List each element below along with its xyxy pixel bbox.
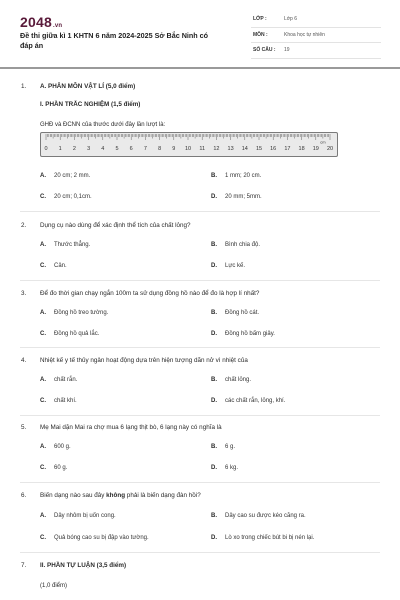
option-text[interactable]: Đồng hồ bấm giây. bbox=[225, 331, 275, 337]
option-text[interactable]: Dây nhôm bị uốn cong. bbox=[54, 513, 116, 519]
question-text: Để đo thời gian chạy ngắn 100m ta sử dụng đồng hồ nào để đo là hợp lí nhất? bbox=[40, 290, 260, 297]
option-text[interactable]: 20 cm; 2 mm. bbox=[54, 173, 91, 179]
header-divider bbox=[0, 67, 400, 69]
ruler-label: 12 bbox=[213, 146, 220, 152]
option-text[interactable]: Đồng hồ cát. bbox=[225, 310, 260, 316]
option-text[interactable]: Lực kế. bbox=[225, 263, 246, 269]
option-letter: B. bbox=[211, 377, 217, 383]
option-text[interactable]: Đồng hồ treo tường. bbox=[54, 310, 109, 316]
option-letter: B. bbox=[211, 173, 217, 179]
option-letter: D. bbox=[211, 194, 217, 200]
logo-suffix: .vn bbox=[52, 23, 63, 29]
option-letter: D. bbox=[211, 465, 217, 471]
meta-value: Lớp 6 bbox=[284, 16, 298, 22]
question-divider bbox=[20, 482, 380, 483]
ruler-label: 16 bbox=[270, 146, 277, 152]
question-text bbox=[40, 492, 201, 500]
meta-row-subject bbox=[251, 28, 381, 44]
option-letter: C. bbox=[40, 194, 46, 200]
option-text[interactable]: chất lỏng. bbox=[225, 377, 252, 383]
logo-text: 2048 bbox=[20, 14, 52, 30]
question-divider bbox=[20, 211, 380, 212]
ruler-label: 18 bbox=[298, 146, 305, 152]
question-text: Nhiệt kế y tế thủy ngân hoạt động dựa trên hiện tượng dãn nở vì nhiệt của bbox=[40, 357, 248, 364]
question-text: GHĐ và ĐCNN của thước dưới đây lần lượt là: bbox=[40, 122, 166, 128]
ruler-image bbox=[40, 132, 338, 157]
question-text-emphasis: không bbox=[106, 492, 126, 499]
ruler-label: 14 bbox=[241, 146, 248, 152]
ruler-label: 3 bbox=[87, 146, 91, 152]
meta-value: 19 bbox=[284, 47, 290, 53]
meta-label: LỚP : bbox=[253, 16, 267, 22]
option-letter: C. bbox=[40, 465, 46, 471]
ruler-label: 19 bbox=[312, 146, 319, 152]
question-text: Dụng cụ nào dùng để xác định thể tích của chất lỏng? bbox=[40, 222, 191, 229]
ruler-label: 1 bbox=[58, 146, 62, 152]
ruler-label: 17 bbox=[284, 146, 291, 152]
ruler-label: 6 bbox=[129, 146, 133, 152]
meta-row-count bbox=[251, 43, 381, 59]
ruler-label: 7 bbox=[143, 146, 147, 152]
meta-row-class bbox=[251, 12, 381, 28]
question-number: 2. bbox=[21, 222, 27, 229]
question-number: 3. bbox=[21, 290, 27, 297]
ruler-label: 4 bbox=[101, 146, 105, 152]
option-text[interactable]: Bình chia độ. bbox=[225, 242, 261, 248]
question-number: 1. bbox=[21, 83, 27, 90]
ruler-unit: cm bbox=[320, 139, 326, 145]
ruler-label: 2 bbox=[72, 146, 76, 152]
option-letter: A. bbox=[40, 242, 46, 248]
ruler-label: 20 bbox=[326, 146, 334, 152]
question-text: Mẹ Mai dặn Mai ra chợ mua 6 lạng thịt bò, 6 lạng này có nghĩa là bbox=[40, 424, 222, 431]
question-number: 7. bbox=[21, 562, 27, 569]
ruler-label: 10 bbox=[184, 146, 192, 152]
option-text[interactable]: 6 g. bbox=[225, 444, 236, 450]
option-text[interactable]: các chất rắn, lỏng, khí. bbox=[225, 398, 286, 404]
page-header bbox=[0, 0, 400, 66]
option-text[interactable]: Lò xo trong chiếc bút bi bị nén lại. bbox=[225, 535, 315, 541]
option-text[interactable]: 20 mm; 5mm. bbox=[225, 194, 262, 200]
option-text[interactable]: chất khí. bbox=[54, 398, 77, 404]
option-text[interactable]: Quả bóng cao su bị đập vào tường. bbox=[54, 535, 149, 541]
option-letter: D. bbox=[211, 398, 217, 404]
question-number: 5. bbox=[21, 424, 27, 431]
option-letter: A. bbox=[40, 377, 46, 383]
option-letter: B. bbox=[211, 444, 217, 450]
option-text[interactable]: 600 g. bbox=[54, 444, 71, 450]
ruler-label: 15 bbox=[255, 146, 263, 152]
option-text[interactable]: Đồng hồ quả lắc. bbox=[54, 331, 100, 337]
option-text[interactable]: chất rắn. bbox=[54, 377, 78, 383]
question-number: 6. bbox=[21, 492, 27, 499]
option-letter: D. bbox=[211, 535, 217, 541]
option-letter: C. bbox=[40, 535, 46, 541]
question-divider bbox=[20, 347, 380, 348]
question-divider bbox=[20, 280, 380, 281]
section-title: II. PHẦN TỰ LUẬN (3,5 điểm) bbox=[40, 562, 127, 569]
option-text[interactable]: Thước thẳng. bbox=[54, 242, 91, 248]
site-logo[interactable] bbox=[20, 14, 62, 30]
option-letter: B. bbox=[211, 310, 217, 316]
meta-value: Khoa học tự nhiên bbox=[284, 31, 325, 38]
ruler-label: 0 bbox=[44, 146, 48, 152]
part-title: I. PHẦN TRẮC NGHIỆM (1,5 điểm) bbox=[40, 101, 141, 108]
option-letter: A. bbox=[40, 513, 46, 519]
points-label: (1,0 điểm) bbox=[40, 583, 68, 589]
option-letter: C. bbox=[40, 398, 46, 404]
ruler-label: 13 bbox=[227, 146, 234, 152]
option-letter: B. bbox=[211, 513, 217, 519]
option-letter: C. bbox=[40, 263, 46, 269]
question-divider bbox=[20, 552, 380, 553]
option-text[interactable]: Dây cao su được kéo căng ra. bbox=[225, 513, 306, 519]
option-text[interactable]: 1 mm; 20 cm. bbox=[225, 173, 262, 179]
option-letter: A. bbox=[40, 173, 46, 179]
ruler-scale bbox=[41, 133, 337, 156]
meta-table bbox=[251, 12, 381, 59]
option-letter: B. bbox=[211, 242, 217, 248]
option-text[interactable]: Cân. bbox=[54, 263, 67, 269]
option-text[interactable]: 20 cm; 0,1cm. bbox=[54, 194, 92, 200]
question-text-part: phải là biến dạng đàn hồi? bbox=[125, 492, 201, 499]
option-letter: A. bbox=[40, 444, 46, 450]
option-letter: D. bbox=[211, 331, 217, 337]
section-title: A. PHÂN MÔN VẬT LÍ (5,0 điểm) bbox=[40, 83, 136, 90]
option-letter: A. bbox=[40, 310, 46, 316]
ruler-label: 9 bbox=[172, 146, 176, 152]
option-text[interactable]: 6 kg. bbox=[225, 465, 239, 471]
question-divider bbox=[20, 415, 380, 416]
option-letter: C. bbox=[40, 331, 46, 337]
meta-label: SỐ CÂU : bbox=[253, 47, 276, 53]
option-letter: D. bbox=[211, 263, 217, 269]
question-text-part: Biến dạng nào sau đây bbox=[40, 492, 107, 499]
ruler-label: 8 bbox=[158, 146, 162, 152]
meta-label: MÔN : bbox=[253, 31, 268, 38]
ruler-label: 5 bbox=[115, 146, 119, 152]
option-text[interactable]: 60 g. bbox=[54, 465, 68, 471]
document-title: Đề thi giữa kì 1 KHTN 6 năm 2024-2025 Sở Bắc Ninh có đáp án bbox=[20, 31, 209, 50]
question-number: 4. bbox=[21, 357, 27, 364]
ruler-label: 11 bbox=[199, 146, 206, 152]
